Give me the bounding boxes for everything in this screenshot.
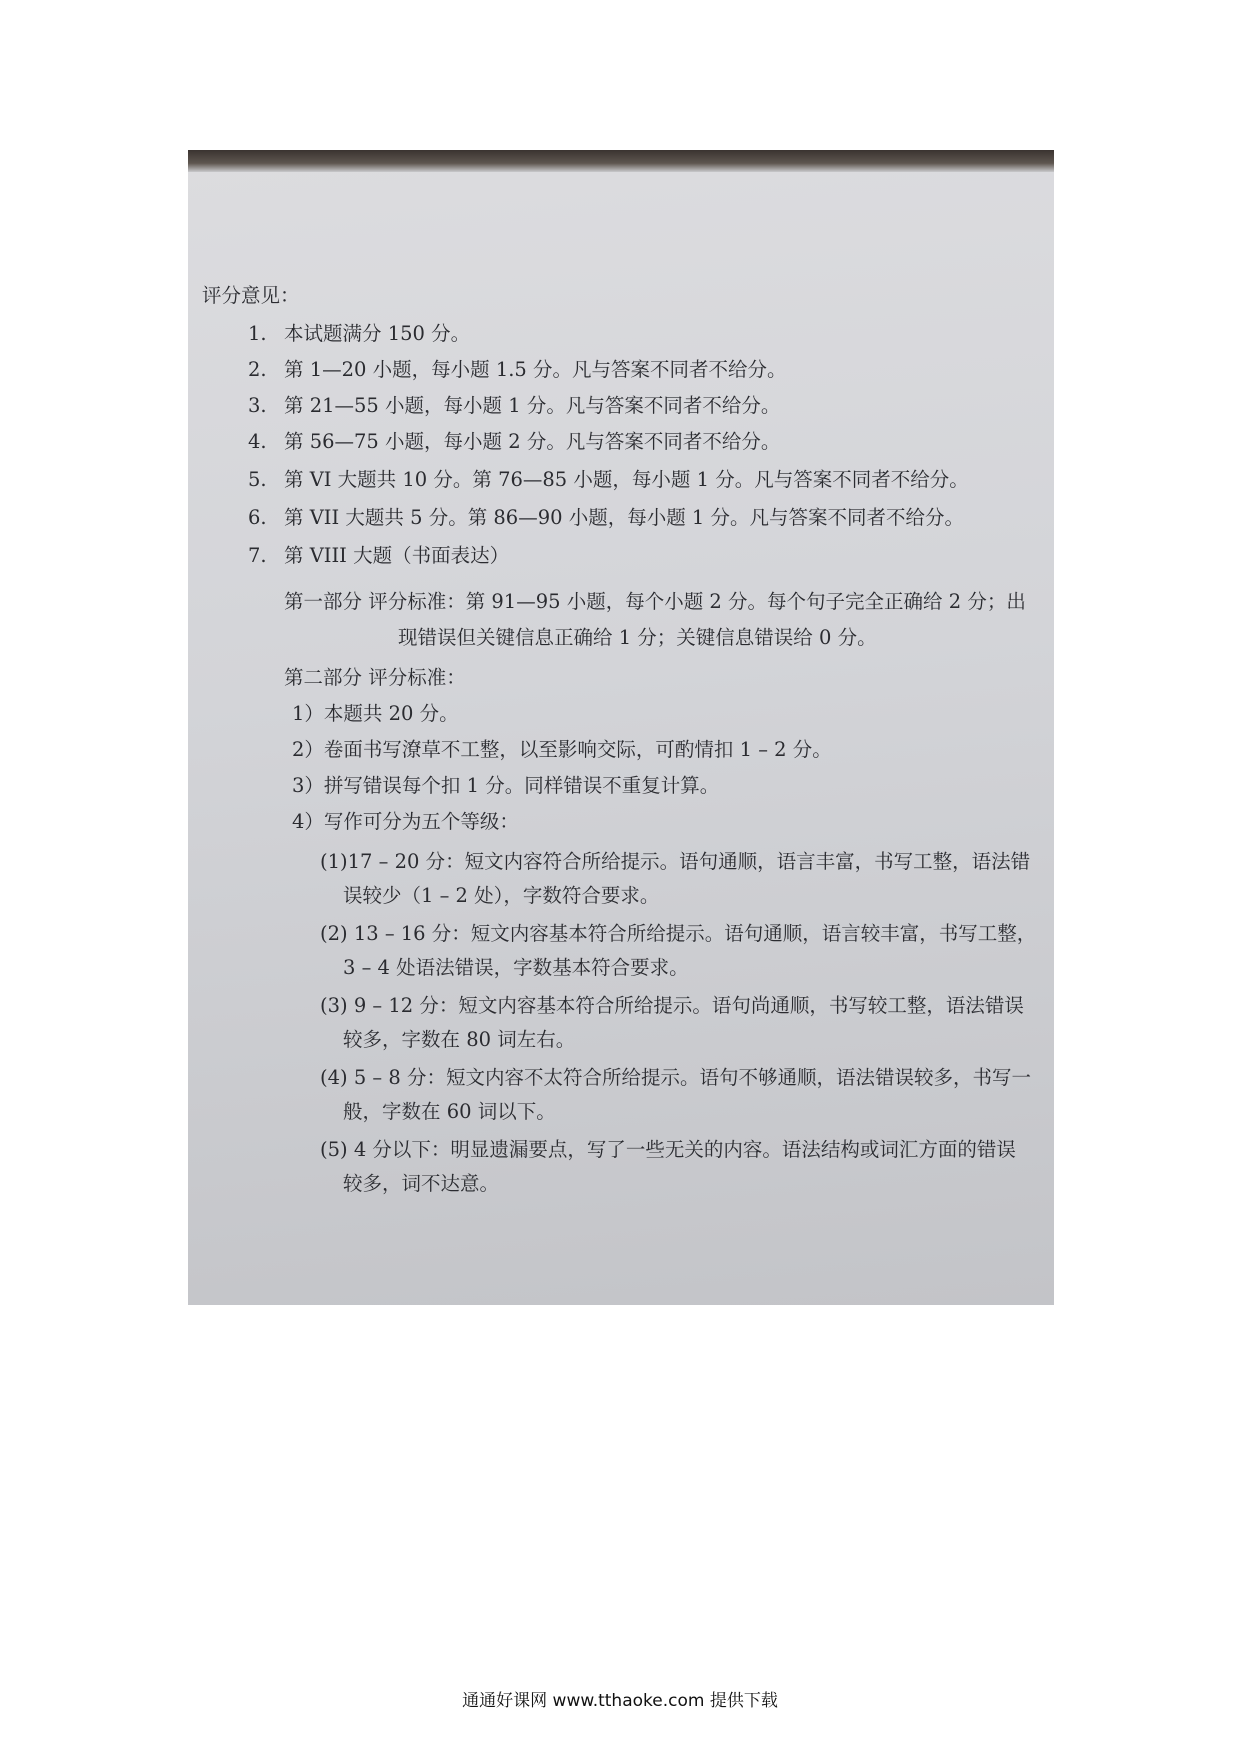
writing-level-line: 误较少（1 – 2 处），字数符合要求。 bbox=[343, 884, 660, 907]
grading-item bbox=[248, 544, 509, 567]
grading-item bbox=[248, 468, 969, 491]
grading-item bbox=[248, 322, 470, 345]
item-text: 第 VII 大题共 5 分。第 86—90 小题，每小题 1 分。凡与答案不同者不给分。 bbox=[284, 506, 965, 529]
part2-sub-item: 3）拼写错误每个扣 1 分。同样错误不重复计算。 bbox=[292, 774, 720, 797]
item-text: 第 56—75 小题，每小题 2 分。凡与答案不同者不给分。 bbox=[284, 430, 781, 453]
item-text: 本试题满分 150 分。 bbox=[284, 322, 471, 345]
item-number: 4. bbox=[248, 430, 267, 453]
item-text: 第 1—20 小题，每小题 1.5 分。凡与答案不同者不给分。 bbox=[284, 358, 787, 381]
writing-level-line: (2) 13 – 16 分：短文内容基本符合所给提示。语句通顺，语言较丰富，书写工整， bbox=[320, 922, 1037, 945]
item-text: 第 21—55 小题，每小题 1 分。凡与答案不同者不给分。 bbox=[284, 394, 781, 417]
item-number: 2. bbox=[248, 358, 267, 381]
writing-level-line: (5) 4 分以下：明显遗漏要点，写了一些无关的内容。语法结构或词汇方面的错误 bbox=[320, 1138, 1016, 1161]
grading-item bbox=[248, 506, 964, 529]
part2-sub-item: 1）本题共 20 分。 bbox=[292, 702, 459, 725]
writing-level-line: 较多，字数在 80 词左右。 bbox=[343, 1028, 576, 1051]
grading-item bbox=[248, 358, 787, 381]
writing-level-line: (1)17 – 20 分：短文内容符合所给提示。语句通顺，语言丰富，书写工整，语法错 bbox=[320, 850, 1031, 873]
photo-top-edge bbox=[188, 150, 1054, 172]
writing-level-line: (3) 9 – 12 分：短文内容基本符合所给提示。语句尚通顺，书写较工整，语法错误 bbox=[320, 994, 1024, 1017]
item-number: 3. bbox=[248, 394, 267, 417]
part1-criteria-line: 第一部分 评分标准：第 91—95 小题，每个小题 2 分。每个句子完全正确给 2 分；出 bbox=[284, 590, 1026, 613]
part2-heading: 第二部分 评分标准： bbox=[284, 666, 466, 689]
writing-level-line: 3 – 4 处语法错误，字数基本符合要求。 bbox=[343, 956, 689, 979]
part1-criteria-line: 现错误但关键信息正确给 1 分；关键信息错误给 0 分。 bbox=[398, 626, 877, 649]
grading-item bbox=[248, 430, 780, 453]
download-source-footer: 通通好课网 www.tthaoke.com 提供下载 bbox=[462, 1691, 778, 1711]
item-number: 5. bbox=[248, 468, 267, 491]
part2-sub-item: 4）写作可分为五个等级： bbox=[292, 810, 519, 833]
writing-level-line: 般，字数在 60 词以下。 bbox=[343, 1100, 556, 1123]
grading-heading: 评分意见： bbox=[202, 284, 300, 307]
item-number: 7. bbox=[248, 544, 267, 567]
writing-level-line: (4) 5 – 8 分：短文内容不太符合所给提示。语句不够通顺，语法错误较多，书写一 bbox=[320, 1066, 1031, 1089]
scanned-page-photo bbox=[188, 150, 1054, 1305]
item-text: 第 VIII 大题（书面表达） bbox=[284, 544, 510, 567]
grading-item bbox=[248, 394, 780, 417]
item-number: 6. bbox=[248, 506, 267, 529]
item-number: 1. bbox=[248, 322, 267, 345]
item-text: 第 VI 大题共 10 分。第 76—85 小题，每小题 1 分。凡与答案不同者不给分。 bbox=[284, 468, 969, 491]
part2-sub-item: 2）卷面书写潦草不工整，以至影响交际，可酌情扣 1 – 2 分。 bbox=[292, 738, 832, 761]
writing-level-line: 较多，词不达意。 bbox=[343, 1172, 500, 1195]
